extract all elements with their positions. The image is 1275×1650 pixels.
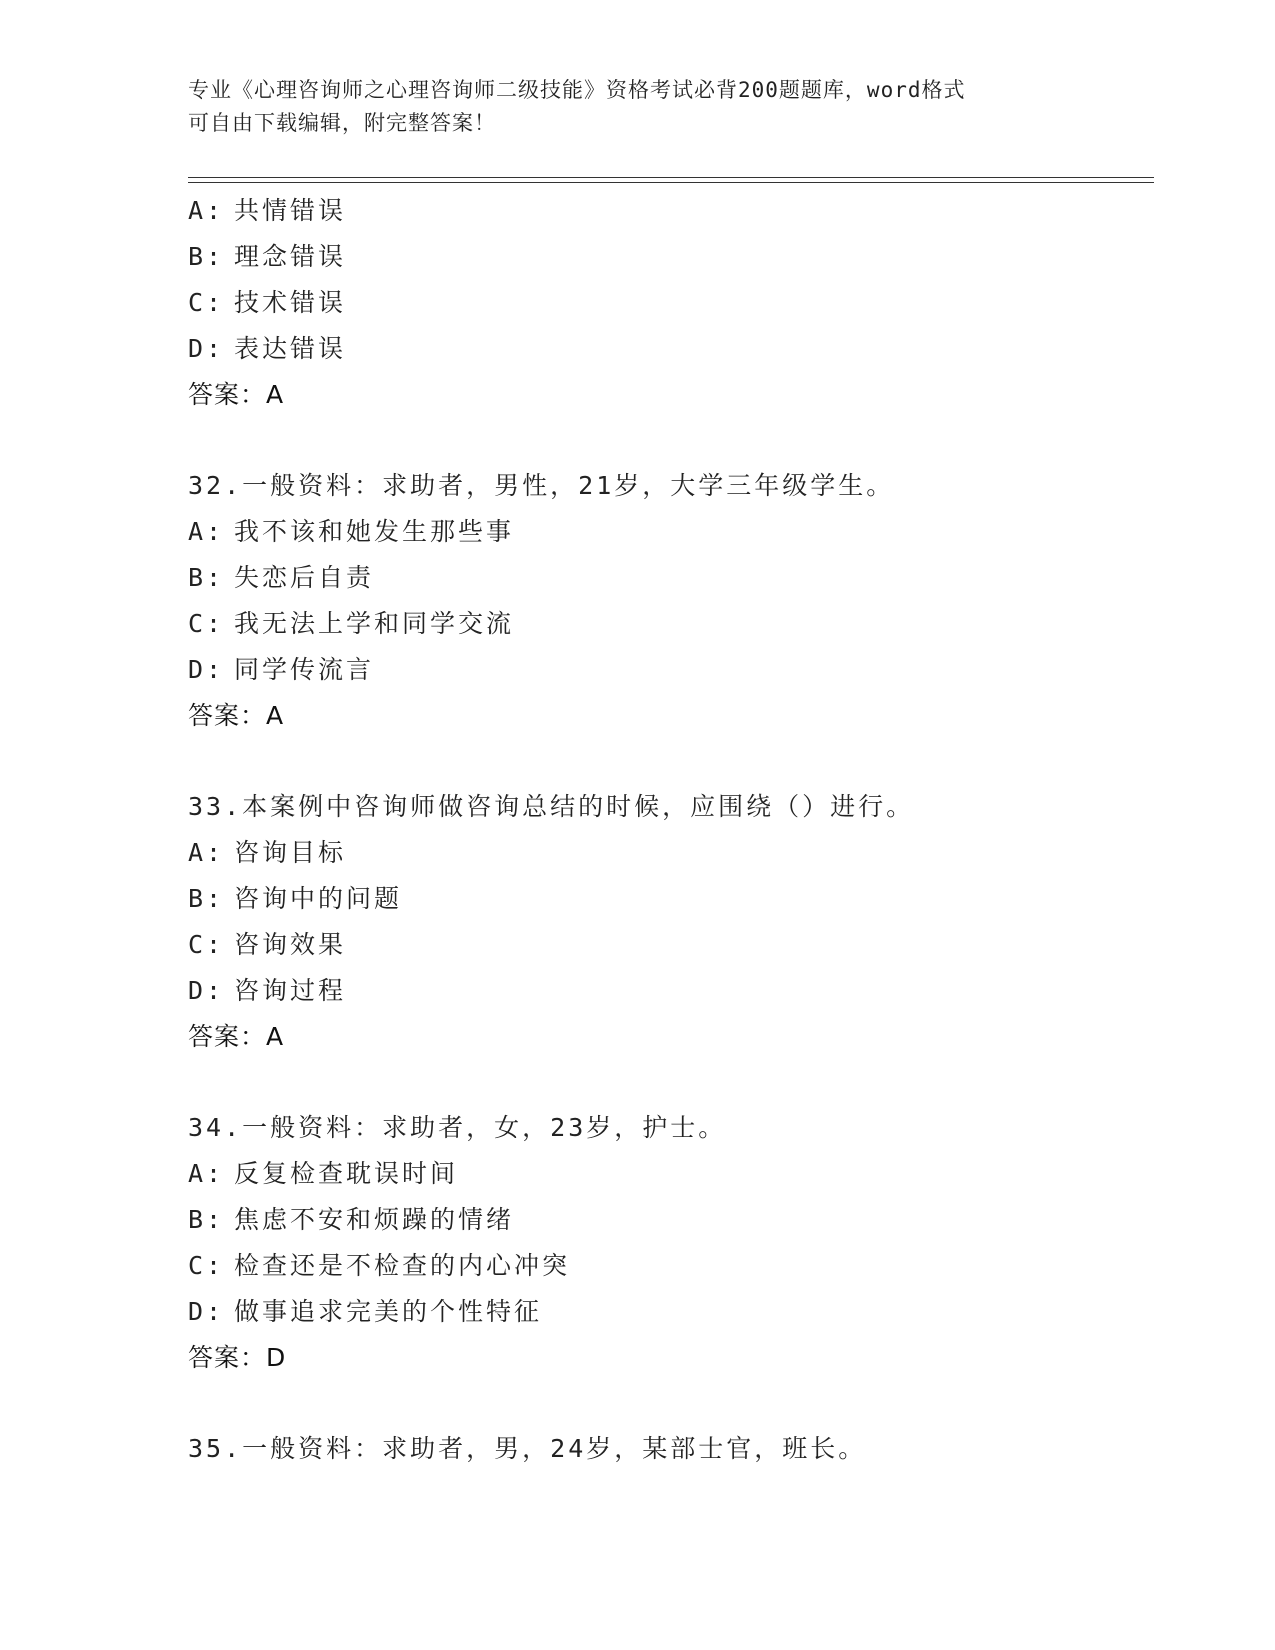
question-35 <box>188 1426 1154 1472</box>
spacer <box>188 739 1154 784</box>
answer: 答案：A <box>188 701 285 730</box>
header-line-1: 专业《心理咨询师之心理咨询师二级技能》资格考试必背200题题库，word格式 <box>188 78 966 102</box>
option-b: B: 失恋后自责 <box>188 563 375 592</box>
option-d: D: 同学传流言 <box>188 655 375 684</box>
header-line-2: 可自由下载编辑，附完整答案！ <box>188 111 496 135</box>
question-list <box>188 188 1154 1472</box>
option-d: D: 咨询过程 <box>188 976 347 1005</box>
option-b: B: 理念错误 <box>188 242 347 271</box>
spacer <box>188 1381 1154 1426</box>
question-34 <box>188 1105 1154 1381</box>
answer: 答案：A <box>188 380 285 409</box>
option-c: C: 咨询效果 <box>188 930 347 959</box>
header-divider-bottom <box>188 182 1154 183</box>
option-b: B: 焦虑不安和烦躁的情绪 <box>188 1205 515 1234</box>
option-b: B: 咨询中的问题 <box>188 884 403 913</box>
document-header <box>188 74 1088 140</box>
answer: 答案：D <box>188 1343 287 1372</box>
spacer <box>188 1060 1154 1105</box>
option-a: A: 我不该和她发生那些事 <box>188 517 515 546</box>
question-text: 34.一般资料：求助者，女，23岁，护士。 <box>188 1113 727 1142</box>
option-c: C: 技术错误 <box>188 288 347 317</box>
option-d: D: 做事追求完美的个性特征 <box>188 1297 543 1326</box>
option-a: A: 反复检查耽误时间 <box>188 1159 459 1188</box>
option-c: C: 我无法上学和同学交流 <box>188 609 515 638</box>
answer: 答案：A <box>188 1022 285 1051</box>
question-33 <box>188 784 1154 1060</box>
option-c: C: 检查还是不检查的内心冲突 <box>188 1251 571 1280</box>
option-d: D: 表达错误 <box>188 334 347 363</box>
question-31 <box>188 188 1154 418</box>
option-a: A: 咨询目标 <box>188 838 347 867</box>
question-text: 35.一般资料：求助者，男，24岁，某部士官，班长。 <box>188 1434 867 1463</box>
question-text: 32.一般资料：求助者，男性，21岁，大学三年级学生。 <box>188 471 895 500</box>
question-32 <box>188 463 1154 739</box>
option-a: A: 共情错误 <box>188 196 347 225</box>
spacer <box>188 418 1154 463</box>
question-text: 33.本案例中咨询师做咨询总结的时候，应围绕（）进行。 <box>188 792 915 821</box>
header-divider-top <box>188 177 1154 178</box>
